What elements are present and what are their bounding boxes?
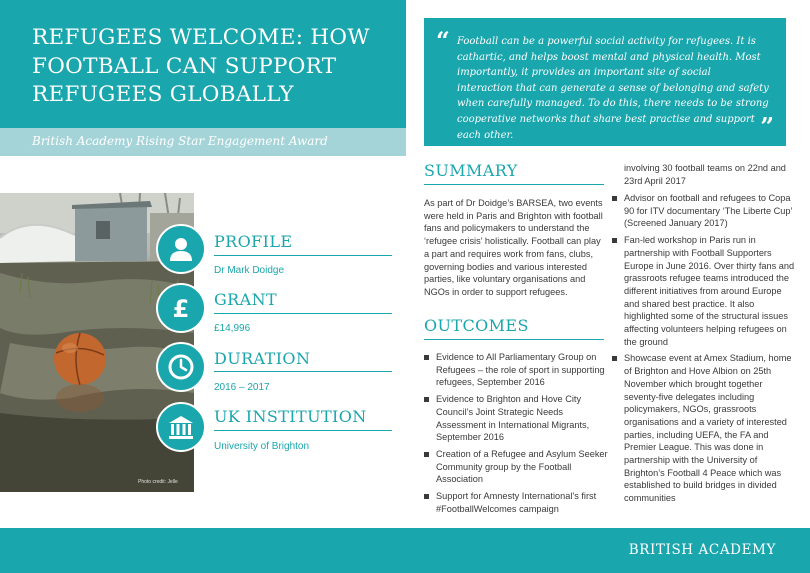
title-block — [0, 0, 406, 128]
institution-value: University of Brighton — [214, 441, 310, 452]
outcomes-rule — [424, 339, 604, 340]
quote-open-icon: “ — [436, 26, 450, 55]
title-line: REFUGEES WELCOME: HOW — [32, 25, 370, 50]
brand-logo-text: BRITISH ACADEMY — [628, 542, 776, 558]
list-item: Evidence to All Parliamentary Group on Refugees – the role of sport in supporting refugees, September 2016 — [424, 351, 610, 389]
grant-rule — [214, 313, 392, 314]
duration-heading: DURATION — [214, 349, 311, 368]
person-icon — [156, 224, 206, 274]
grant-heading: GRANT — [214, 290, 278, 309]
photo-credit: Photo credit: Jelle — [138, 479, 178, 485]
list-item: Evidence to Brighton and Hove City Council’s Joint Strategic Needs Assessment in International Migrants, September 2016 — [424, 393, 610, 444]
list-item: Fan-led workshop in Paris run in partnership with Football Supporters Europe in June 2016. Over thirty fans and grassroots refugee teams introduced the different initiatives from around Europe and shared best practice. It also highlighted some of the structural issues affecting volunteers helping refugees on the ground — [612, 234, 796, 348]
duration-value: 2016 – 2017 — [214, 382, 270, 393]
award-subtitle: British Academy Rising Star Engagement Award — [32, 134, 328, 148]
profile-heading: PROFILE — [214, 232, 293, 251]
pound-icon — [156, 283, 206, 333]
page-title — [32, 24, 402, 110]
activities-list — [612, 192, 796, 509]
outcomes-list — [424, 351, 610, 519]
list-item: Advisor on football and refugees to Copa 90 for ITV documentary ‘The Liberte Cup’ (Screened January 2017) — [612, 192, 796, 230]
profile-rule — [214, 255, 392, 256]
quote-text: Football can be a powerful social activity for refugees. It is cathartic, and helps boost mental and physical health. Most importantly, it provides an important site of social interaction that can generate a sense of belonging and safety when carefully managed. To do this, there needs to be strong cooperative networks that share best practise and support each other. — [457, 36, 769, 141]
summary-rule — [424, 184, 604, 185]
institution-rule — [214, 430, 392, 431]
outcomes-heading: OUTCOMES — [424, 316, 529, 335]
footer-bar — [0, 528, 810, 573]
profile-value: Dr Mark Doidge — [214, 265, 285, 276]
title-line: FOOTBALL CAN SUPPORT — [32, 53, 337, 79]
clock-icon — [156, 342, 206, 392]
grant-value: £14,996 — [214, 323, 251, 334]
svg-text:£: £ — [172, 295, 190, 322]
summary-text: As part of Dr Doidge’s BARSEA, two events were held in Paris and Brighton with football fans and policymakers to understand the ‘refugee crisis’ holistically. Football can play a part and requires work from fans, clubs, governing bodies and various interested parties, like voluntary organisations and NGOs in order to support refugees. — [424, 198, 603, 297]
summary-heading: SUMMARY — [424, 161, 518, 180]
award-bar — [0, 128, 406, 156]
continuation-text: involving 30 football teams on 22nd and 23rd April 2017 — [624, 163, 786, 186]
building-icon — [156, 402, 206, 452]
institution-heading: UK INSTITUTION — [214, 407, 367, 426]
title-line: REFUGEES GLOBALLY — [32, 82, 294, 107]
list-item: Showcase event at Amex Stadium, home of Brighton and Hove Albion on 25th November which brought together seventy-five delegates including policymakers, NGOs, grassroots organisations and a variety of interested parties, including UEFA, the FA and Premier League. This was done in partnership with the University of Brighton’s Football 4 Peace which was established to build bridges in divided communities — [612, 352, 796, 504]
list-item: Support for Amnesty International’s first #FootballWelcomes campaign — [424, 490, 610, 515]
duration-rule — [214, 371, 392, 372]
quote-close-icon: ” — [760, 112, 774, 141]
quote-box — [424, 18, 786, 146]
list-item: Creation of a Refugee and Asylum Seeker Community group by the Football Association — [424, 448, 610, 486]
